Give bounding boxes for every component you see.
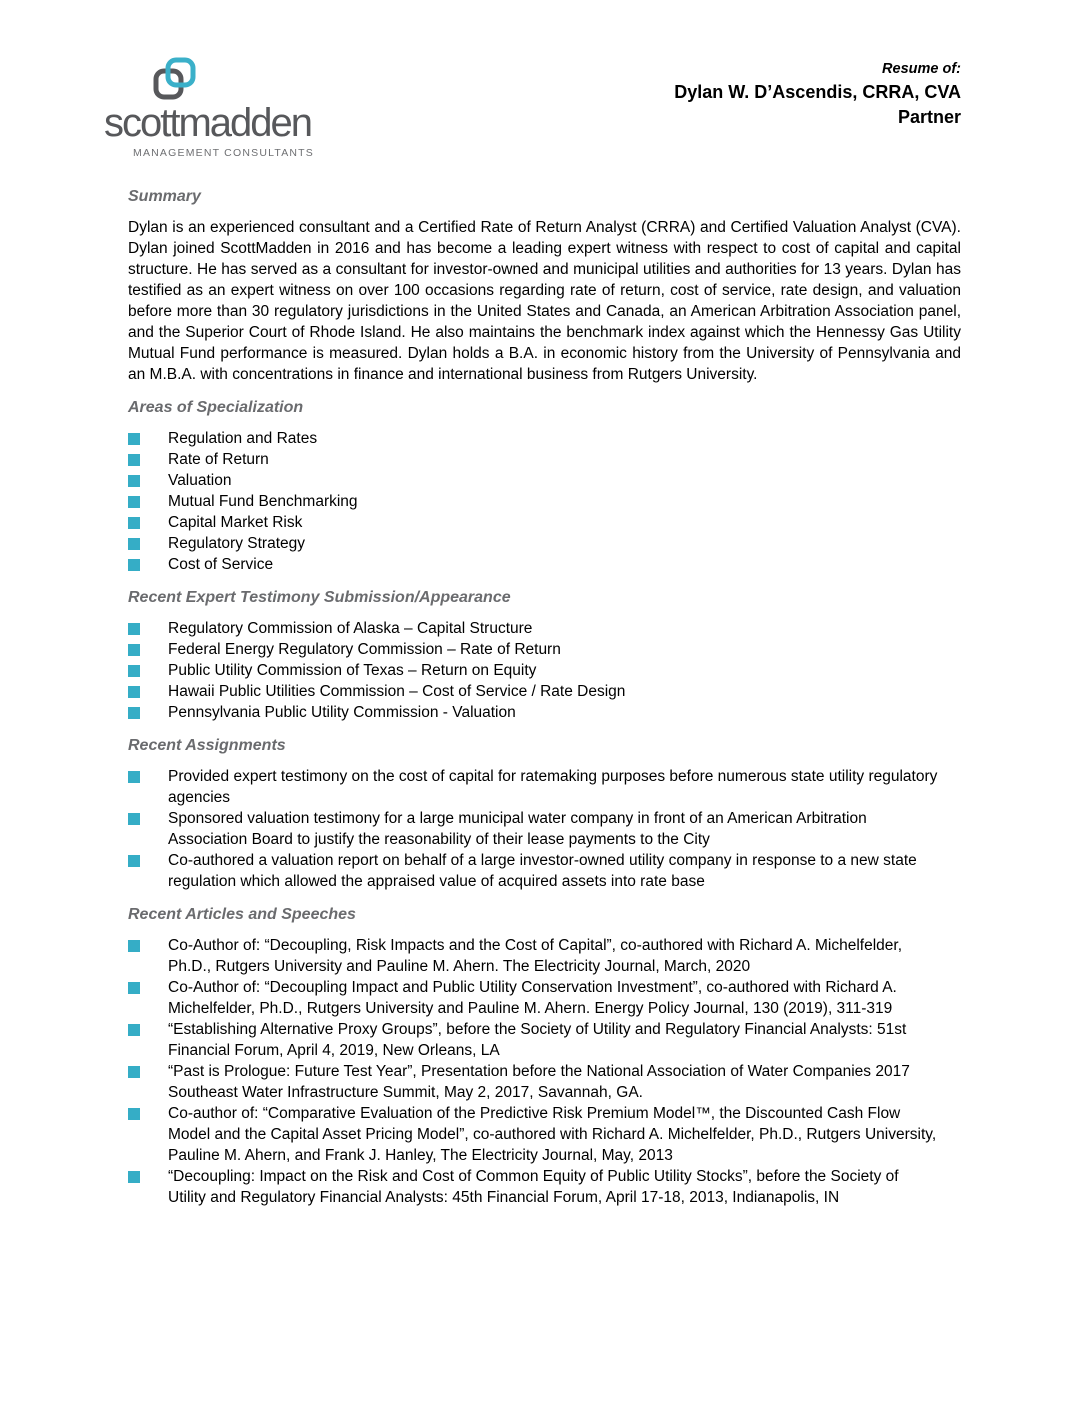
list-item xyxy=(128,850,961,892)
bullet-square-icon xyxy=(128,813,140,825)
bullet-square-icon xyxy=(128,496,140,508)
list-item xyxy=(128,935,961,977)
list-item-label: Hawaii Public Utilities Commission – Cost of Service / Rate Design xyxy=(168,683,626,700)
specialization-list xyxy=(128,428,961,575)
list-item xyxy=(128,618,961,639)
bullet-square-icon xyxy=(128,686,140,698)
list-item xyxy=(128,449,961,470)
list-item-label: Co-authored a valuation report on behalf of a large investor-owned utility company in response to a new state regulation which allowed the appraised value of acquired assets into rate base xyxy=(168,852,917,890)
list-item xyxy=(128,1103,961,1166)
list-item-label: “Decoupling: Impact on the Risk and Cost of Common Equity of Public Utility Stocks”, before the Society of Utility and Regulatory Financial Analysts: 45th Financial Forum, April 17-18, 2013, Indianapolis, IN xyxy=(168,1168,899,1206)
bullet-square-icon xyxy=(128,538,140,550)
articles-heading: Recent Articles and Speeches xyxy=(128,906,356,923)
list-item xyxy=(128,702,961,723)
bullet-square-icon xyxy=(128,559,140,571)
list-item xyxy=(128,491,961,512)
testimony-heading: Recent Expert Testimony Submission/Appearance xyxy=(128,589,511,606)
list-item-label: “Establishing Alternative Proxy Groups”, before the Society of Utility and Regulatory Financial Analysts: 51st Financial Forum, April 4, 2019, New Orleans, LA xyxy=(168,1021,907,1059)
assignments-heading: Recent Assignments xyxy=(128,737,286,754)
interlocking-squares-logo-icon xyxy=(152,56,314,102)
list-item xyxy=(128,470,961,491)
list-item-label: Federal Energy Regulatory Commission – Rate of Return xyxy=(168,641,561,658)
bullet-square-icon xyxy=(128,644,140,656)
bullet-square-icon xyxy=(128,517,140,529)
bullet-square-icon xyxy=(128,1108,140,1120)
list-item-label: Rate of Return xyxy=(168,451,269,468)
list-item-label: “Past is Prologue: Future Test Year”, Presentation before the National Association of Water Companies 2017 Southeast Water Infrastructure Summit, May 2, 2017, Savannah, GA. xyxy=(168,1063,910,1101)
bullet-square-icon xyxy=(128,707,140,719)
list-item-label: Co-author of: “Comparative Evaluation of the Predictive Risk Premium Model™, the Discounted Cash Flow Model and the Capital Asset Pricing Model”, co-authored with Richard A. Michelfelder, Ph.D., Rutgers University, Pauline M. Ahern, and Frank J. Hanley, The Electricity Journal, May, 2013 xyxy=(168,1105,937,1164)
bullet-square-icon xyxy=(128,1171,140,1183)
scottmadden-logo xyxy=(104,56,314,159)
person-title: Partner xyxy=(897,107,961,127)
list-item xyxy=(128,1061,961,1103)
resume-of-label: Resume of: xyxy=(882,61,961,77)
list-item xyxy=(128,977,961,1019)
resume-body xyxy=(128,186,961,1208)
assignments-list xyxy=(128,766,961,892)
list-item-label: Capital Market Risk xyxy=(168,514,303,531)
bullet-square-icon xyxy=(128,982,140,994)
list-item-label: Valuation xyxy=(168,472,232,489)
list-item-label: Mutual Fund Benchmarking xyxy=(168,493,358,510)
logo-brand-text: scottmadden xyxy=(104,101,312,145)
list-item-label: Co-Author of: “Decoupling, Risk Impacts and the Cost of Capital”, co-authored with Richard A. Michelfelder, Ph.D., Rutgers University and Pauline M. Ahern. The Electricity Journal, March, 2020 xyxy=(168,937,903,975)
logo-tagline-text: MANAGEMENT CONSULTANTS xyxy=(133,147,314,159)
list-item-label: Cost of Service xyxy=(168,556,274,573)
list-item-label: Provided expert testimony on the cost of capital for ratemaking purposes before numerous state utility regulatory agencies xyxy=(168,768,938,806)
bullet-square-icon xyxy=(128,433,140,445)
list-item xyxy=(128,533,961,554)
bullet-square-icon xyxy=(128,1066,140,1078)
bullet-square-icon xyxy=(128,665,140,677)
testimony-list xyxy=(128,618,961,723)
list-item-label: Regulation and Rates xyxy=(168,430,318,447)
bullet-square-icon xyxy=(128,940,140,952)
bullet-square-icon xyxy=(128,1024,140,1036)
person-name: Dylan W. D’Ascendis, CRRA, CVA xyxy=(674,82,961,102)
list-item-label: Sponsored valuation testimony for a large municipal water company in front of an American Arbitration Association Board to justify the reasonability of their lease payments to the City xyxy=(168,810,867,848)
list-item xyxy=(128,766,961,808)
list-item xyxy=(128,808,961,850)
list-item xyxy=(128,554,961,575)
resume-header-block xyxy=(674,58,961,130)
list-item xyxy=(128,681,961,702)
articles-list xyxy=(128,935,961,1208)
list-item-label: Public Utility Commission of Texas – Return on Equity xyxy=(168,662,537,679)
list-item-label: Co-Author of: “Decoupling Impact and Public Utility Conservation Investment”, co-authored with Richard A. Michelfelder, Ph.D., Rutgers University and Pauline M. Ahern. Energy Policy Journal, 130 (2019), 311-319 xyxy=(168,979,897,1017)
list-item xyxy=(128,1166,961,1208)
list-item-label: Regulatory Commission of Alaska – Capital Structure xyxy=(168,620,533,637)
list-item-label: Pennsylvania Public Utility Commission - Valuation xyxy=(168,704,516,721)
list-item-label: Regulatory Strategy xyxy=(168,535,305,552)
bullet-square-icon xyxy=(128,771,140,783)
bullet-square-icon xyxy=(128,475,140,487)
bullet-square-icon xyxy=(128,454,140,466)
list-item xyxy=(128,660,961,681)
bullet-square-icon xyxy=(128,623,140,635)
bullet-square-icon xyxy=(128,855,140,867)
summary-paragraph: Dylan is an experienced consultant and a Certified Rate of Return Analyst (CRRA) and Certified Valuation Analyst (CVA). Dylan joined ScottMadden in 2016 and has become a leading expert witness with respect to cost of capital and capital structure. He has served as a consultant for investor-owned and municipal utilities and authorities for 13 years. Dylan has testified as an expert witness on over 100 occasions regarding rate of return, cost of service, rate design, and valuation before more than 30 regulatory jurisdictions in the United States and Canada, an American Arbitration Association panel, and the Superior Court of Rhode Island. He also maintains the benchmark index against which the Hennessy Gas Utility Mutual Fund performance is measured. Dylan holds a B.A. in economic history from the University of Pennsylvania and an M.B.A. with concentrations in finance and international business from Rutgers University. xyxy=(128,219,961,383)
list-item xyxy=(128,1019,961,1061)
specialization-heading: Areas of Specialization xyxy=(128,399,304,416)
summary-heading: Summary xyxy=(128,188,201,205)
list-item xyxy=(128,428,961,449)
list-item xyxy=(128,639,961,660)
list-item xyxy=(128,512,961,533)
